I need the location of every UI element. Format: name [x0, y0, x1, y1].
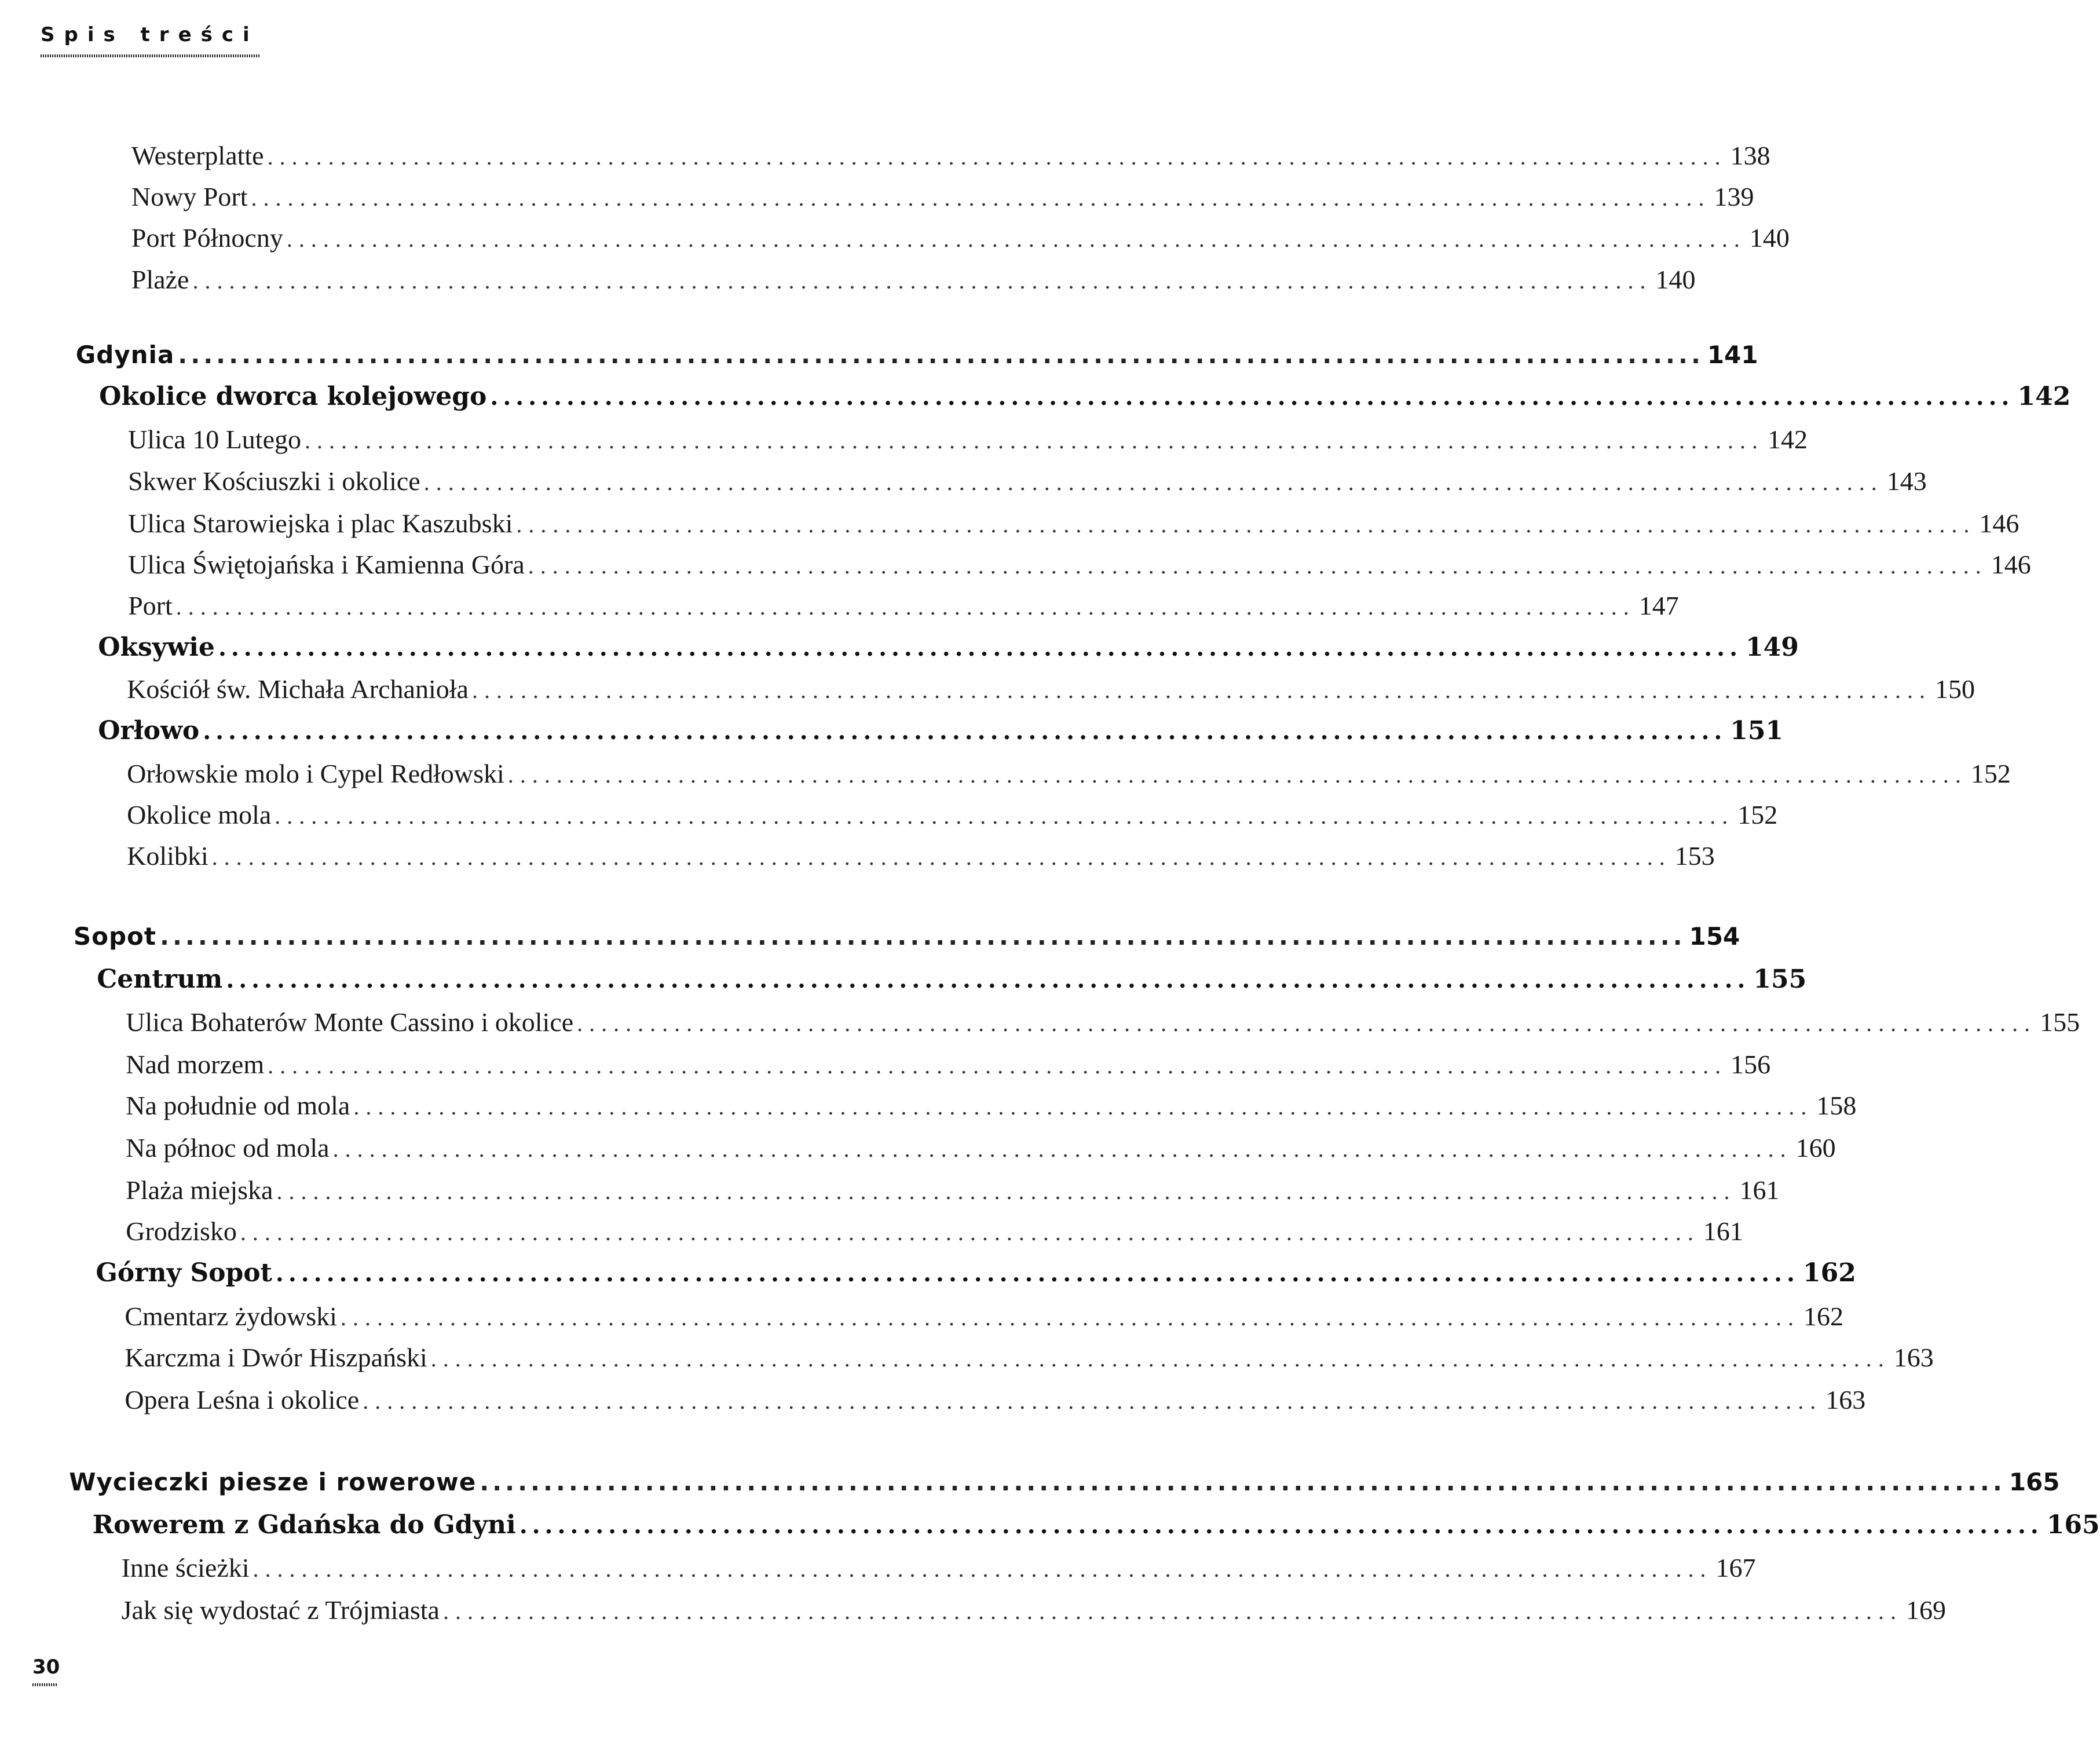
toc-entry-level-3 — [126, 1007, 2080, 1037]
toc-entry-level-3 — [128, 590, 1679, 621]
toc-entry-page-number: 138 — [1730, 141, 1770, 171]
dot-leader: ........................................................................................................................ — [267, 144, 1727, 170]
toc-entry-title: Nowy Port — [131, 182, 248, 212]
toc-entry-level-1 — [73, 922, 1740, 951]
toc-entry-page-number: 155 — [2040, 1007, 2080, 1037]
dot-leader: ........................................................................................................................ — [178, 341, 1704, 370]
toc-entry-title: Ulica Bohaterów Monte Cassino i okolice — [126, 1007, 574, 1037]
toc-entry-page-number: 167 — [1715, 1553, 1756, 1583]
dot-leader: ........................................................................................................................ — [251, 185, 1711, 211]
toc-entry-level-3 — [131, 140, 1770, 171]
dot-leader: ........................................................................................................................ — [253, 1556, 1713, 1582]
dot-leader: ........................................................................................................................ — [430, 1345, 1890, 1372]
toc-entry-page-number: 151 — [1730, 716, 1784, 746]
dot-leader: ........................................................................................................................ — [268, 1052, 1728, 1079]
toc-entry-page-number: 162 — [1803, 1301, 1843, 1331]
toc-entry-page-number: 163 — [1825, 1384, 1866, 1415]
toc-entry-page-number: 147 — [1638, 590, 1679, 620]
page-number — [32, 1655, 60, 1679]
toc-entry-level-3 — [128, 508, 2019, 539]
toc-entry-level-1 — [75, 341, 1758, 370]
toc-entry-page-number: 158 — [1816, 1091, 1857, 1121]
toc-entry-title: Na północ od mola — [126, 1133, 330, 1163]
toc-entry-level-3 — [127, 840, 1715, 871]
dot-leader: ........................................................................................................................ — [519, 1511, 2043, 1539]
toc-entry-level-2 — [98, 716, 1784, 746]
toc-entry-title: Rowerem z Gdańska do Gdyni — [92, 1510, 516, 1540]
dot-leader: ........................................................................................................................ — [203, 718, 1727, 745]
dot-leader: ........................................................................................................................ — [192, 267, 1652, 294]
toc-entry-title: Ulica 10 Lutego — [128, 425, 302, 455]
running-header — [41, 23, 259, 46]
toc-entry-level-3 — [127, 799, 1778, 830]
toc-entry-page-number: 146 — [1991, 549, 2031, 579]
toc-entry-level-3 — [128, 466, 1927, 496]
toc-entry-title: Westerplatte — [131, 141, 264, 171]
dot-leader: ........................................................................................................................ — [276, 1178, 1736, 1205]
dot-leader: ........................................................................................................................ — [332, 1136, 1792, 1163]
toc-entry-level-3 — [126, 1132, 1836, 1163]
toc-entry-page-number: 152 — [1737, 800, 1778, 830]
toc-entry-title: Skwer Kościuszki i okolice — [128, 466, 420, 496]
toc-entry-page-number: 150 — [1934, 674, 1975, 704]
toc-entry-level-3 — [126, 1049, 1771, 1080]
toc-entry-title: Orłowskie molo i Cypel Redłowski — [127, 759, 504, 789]
dot-leader: ........................................................................................................................ — [442, 1598, 1903, 1625]
toc-entry-title: Port — [128, 590, 173, 620]
toc-entry-page-number: 142 — [1768, 425, 1808, 455]
toc-entry-page-number: 143 — [1886, 466, 1927, 496]
toc-entry-level-2 — [99, 382, 2071, 412]
toc-entry-level-2 — [97, 964, 1807, 994]
toc-entry-title: Wycieczki piesze i rowerowe — [69, 1467, 477, 1496]
toc-entry-level-3 — [131, 222, 1790, 253]
toc-entry-title: Ulica Starowiejska i plac Kaszubski — [128, 508, 513, 538]
toc-entry-level-3 — [128, 424, 1808, 455]
toc-entry-page-number: 161 — [1703, 1216, 1743, 1247]
toc-entry-title: Karczma i Dwór Hiszpański — [125, 1342, 427, 1372]
toc-entry-title: Okolice dworca kolejowego — [99, 382, 487, 412]
toc-entry-title: Plaże — [131, 264, 189, 294]
dot-leader: ........................................................................................................................ — [240, 1219, 1700, 1246]
toc-entry-title: Kolibki — [127, 841, 208, 871]
toc-entry-page-number: 141 — [1707, 341, 1758, 370]
dot-leader: ........................................................................................................................ — [528, 552, 1988, 579]
toc-entry-title: Nad morzem — [126, 1049, 265, 1079]
dot-leader: ........................................................................................................................ — [211, 844, 1671, 871]
toc-entry-page-number: 154 — [1689, 922, 1740, 951]
toc-entry-page-number: 142 — [2017, 382, 2071, 412]
toc-entry-page-number: 160 — [1795, 1133, 1836, 1163]
dot-leader: ........................................................................................................................ — [353, 1094, 1813, 1120]
dot-leader: ........................................................................................................................ — [516, 511, 1976, 538]
toc-entry-level-2 — [96, 1258, 1856, 1288]
dot-leader: ........................................................................................................................ — [340, 1304, 1800, 1331]
toc-entry-title: Górny Sopot — [96, 1258, 272, 1288]
toc-entry-level-3 — [125, 1342, 1934, 1373]
dot-leader: ........................................................................................................................ — [490, 383, 2014, 411]
toc-entry-page-number: 155 — [1753, 964, 1807, 994]
toc-entry-title: Port Północny — [131, 223, 283, 253]
toc-entry-level-1 — [69, 1467, 2060, 1496]
toc-entry-level-3 — [126, 1175, 1780, 1205]
toc-entry-level-3 — [121, 1595, 1946, 1625]
toc-entry-title: Sopot — [73, 922, 156, 951]
toc-entry-page-number: 140 — [1749, 223, 1790, 253]
dot-leader: ........................................................................................................................ — [275, 803, 1735, 829]
toc-entry-title: Cmentarz żydowski — [125, 1301, 337, 1331]
toc-entry-level-3 — [127, 674, 1975, 704]
toc-entry-level-3 — [131, 181, 1754, 212]
dot-leader: ........................................................................................................................ — [577, 1010, 2037, 1036]
toc-entry-page-number: 152 — [1970, 759, 2011, 789]
toc-entry-page-number: 169 — [1905, 1595, 1946, 1625]
toc-entry-level-3 — [125, 1384, 1866, 1415]
toc-entry-title: Centrum — [97, 964, 223, 994]
toc-entry-page-number: 165 — [2046, 1510, 2100, 1540]
toc-entry-title: Inne ścieżki — [121, 1553, 250, 1583]
toc-entry-page-number: 146 — [1979, 508, 2019, 538]
dot-leader: ........................................................................................................................ — [218, 634, 1743, 661]
toc-entry-level-3 — [128, 549, 2031, 580]
page-number-text: 30 — [32, 1655, 60, 1679]
toc-entry-title: Opera Leśna i okolice — [125, 1384, 360, 1415]
toc-entry-title: Jak się wydostać z Trójmiasta — [121, 1595, 440, 1625]
toc-entry-level-3 — [126, 1216, 1743, 1247]
header-rule — [41, 54, 259, 57]
toc-entry-level-3 — [126, 1090, 1857, 1121]
page-number-rule — [32, 1683, 57, 1686]
toc-entry-level-3 — [131, 264, 1696, 295]
dot-leader: ........................................................................................................................ — [480, 1467, 2006, 1496]
toc-entry-title: Plaża miejska — [126, 1175, 273, 1205]
dot-leader: ........................................................................................................................ — [275, 1260, 1799, 1288]
dot-leader: ........................................................................................................................ — [471, 677, 1931, 704]
toc-entry-page-number: 149 — [1746, 632, 1799, 662]
dot-leader: ........................................................................................................................ — [507, 762, 1967, 788]
toc-entry-level-2 — [92, 1510, 2100, 1540]
toc-entry-page-number: 139 — [1714, 182, 1754, 212]
dot-leader: ........................................................................................................................ — [160, 922, 1686, 951]
toc-entry-level-3 — [127, 758, 2011, 789]
toc-entry-level-3 — [125, 1301, 1843, 1332]
dot-leader: ........................................................................................................................ — [423, 469, 1883, 495]
toc-entry-title: Okolice mola — [127, 800, 272, 830]
dot-leader: ........................................................................................................................ — [226, 966, 1750, 993]
toc-entry-title: Grodzisko — [126, 1216, 237, 1247]
toc-entry-level-2 — [98, 632, 1799, 662]
dot-leader: ........................................................................................................................ — [286, 226, 1746, 253]
toc-entry-page-number: 156 — [1731, 1049, 1771, 1079]
toc-entry-title: Gdynia — [75, 341, 175, 370]
toc-entry-page-number: 161 — [1739, 1175, 1780, 1205]
toc-entry-title: Na południe od mola — [126, 1091, 350, 1121]
toc-entry-page-number: 153 — [1674, 841, 1715, 871]
toc-entry-page-number: 163 — [1893, 1342, 1934, 1372]
toc-entry-title: Orłowo — [98, 716, 200, 746]
toc-entry-page-number: 140 — [1655, 264, 1696, 294]
dot-leader: ........................................................................................................................ — [363, 1387, 1823, 1414]
toc-entry-page-number: 162 — [1802, 1258, 1856, 1288]
toc-entry-title: Oksywie — [98, 632, 215, 662]
toc-entry-page-number: 165 — [2008, 1467, 2060, 1496]
dot-leader: ........................................................................................................................ — [305, 427, 1765, 454]
toc-entry-title: Kościół św. Michała Archanioła — [127, 674, 469, 704]
dot-leader: ........................................................................................................................ — [175, 593, 1636, 620]
toc-entry-level-3 — [121, 1552, 1756, 1583]
toc-entry-title: Ulica Świętojańska i Kamienna Góra — [128, 549, 525, 579]
running-header-title: Spis treści — [41, 23, 259, 46]
